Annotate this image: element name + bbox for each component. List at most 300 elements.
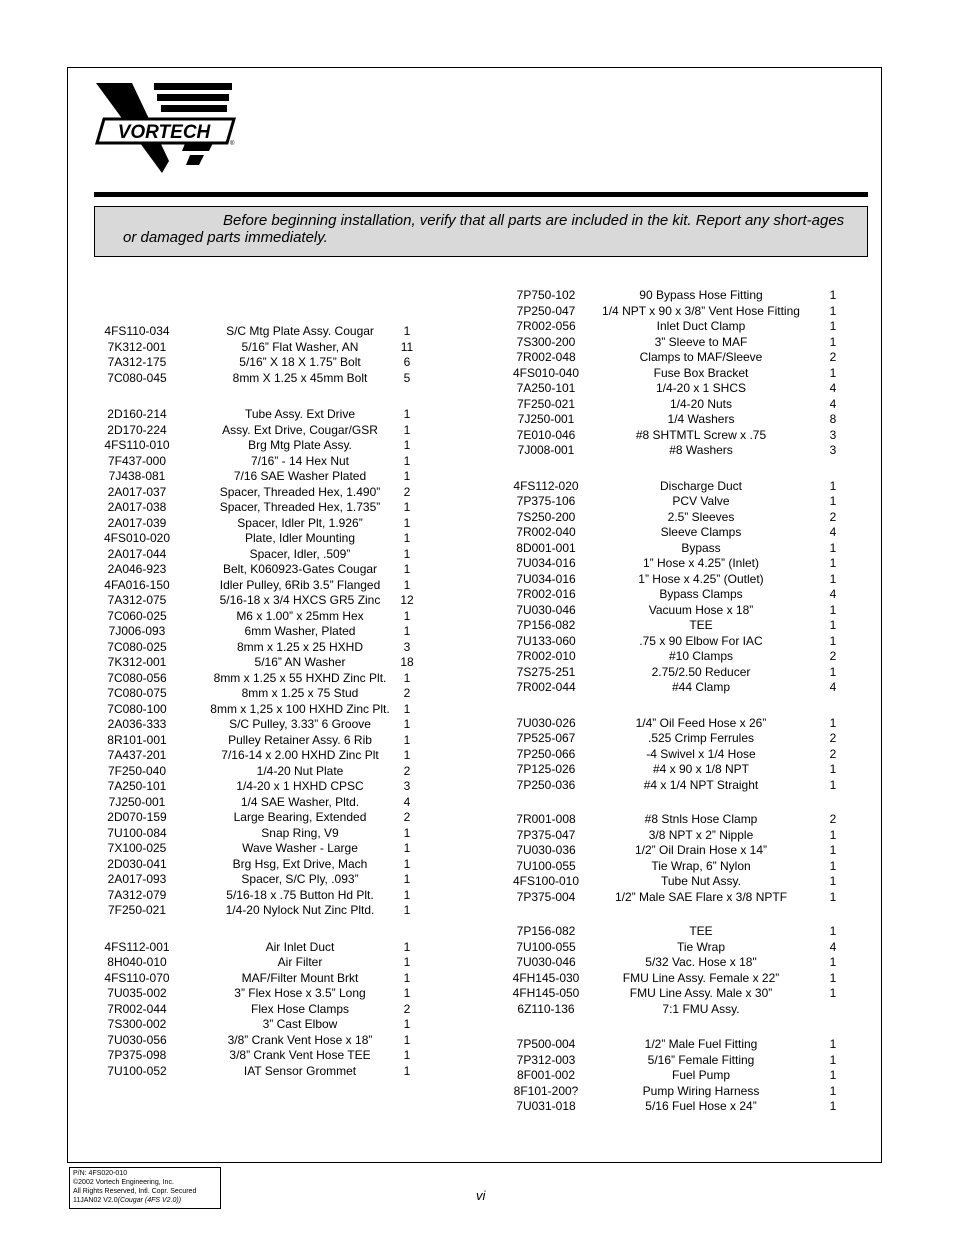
part-number: 4FS100-010 bbox=[512, 874, 580, 888]
part-quantity: 2 bbox=[829, 746, 837, 761]
right-parts-column bbox=[496, 288, 856, 1115]
parts-row bbox=[496, 397, 856, 413]
part-quantity: 1 bbox=[829, 633, 837, 648]
part-number: 8R101-001 bbox=[107, 732, 167, 747]
part-description: Spacer, Idler Plt, 1.926” bbox=[237, 515, 363, 530]
part-description: FMU Line Assy. Male x 30” bbox=[629, 986, 773, 1000]
part-description: Spacer, Threaded Hex, 1.490” bbox=[219, 484, 381, 499]
part-number: 7J250-001 bbox=[108, 794, 166, 809]
part-description: TEE bbox=[689, 618, 713, 632]
notice-text: Before beginning installation, verify that all parts are included in the kit. Report any short-ages or damaged parts immediately. bbox=[123, 212, 845, 246]
part-description: Air Filter bbox=[277, 955, 323, 969]
part-description: Idler Pulley, 6Rib 3.5” Flanged bbox=[219, 577, 381, 592]
part-description: Inlet Duct Clamp bbox=[656, 319, 746, 333]
part-number: 7U030-046 bbox=[516, 602, 576, 617]
part-quantity: 1 bbox=[403, 624, 411, 638]
part-quantity: 1 bbox=[403, 438, 411, 452]
part-description: 2.5” Sleeves bbox=[667, 509, 735, 524]
part-quantity: 6 bbox=[403, 355, 411, 369]
part-quantity: 1 bbox=[829, 571, 837, 586]
parts-row bbox=[67, 841, 447, 857]
parts-row bbox=[496, 634, 856, 650]
part-number: 7S275-251 bbox=[516, 664, 576, 679]
part-quantity: 1 bbox=[829, 955, 837, 969]
part-quantity: 1 bbox=[829, 715, 837, 730]
parts-row bbox=[496, 479, 856, 495]
part-number: 2A017-039 bbox=[107, 515, 167, 530]
part-number: 7K312-001 bbox=[107, 655, 167, 669]
part-quantity: 1 bbox=[403, 986, 411, 1000]
part-number: 7R002-016 bbox=[516, 587, 576, 601]
part-quantity: 1 bbox=[403, 1017, 411, 1031]
part-description: Brg Mtg Plate Assy. bbox=[248, 438, 352, 452]
part-description: Bypass bbox=[681, 540, 721, 555]
part-description: 1/2” Male SAE Flare x 3/8 NPTF bbox=[614, 889, 788, 904]
parts-row bbox=[496, 304, 856, 320]
part-description: 6mm Washer, Plated bbox=[244, 624, 356, 638]
part-quantity: 1 bbox=[403, 407, 411, 421]
parts-row bbox=[67, 423, 447, 439]
part-quantity: 4 bbox=[829, 939, 837, 954]
parts-group bbox=[496, 924, 856, 1017]
part-number: 8F001-002 bbox=[516, 1068, 576, 1082]
part-quantity: 2 bbox=[403, 810, 411, 824]
part-description: 3” Flex Hose x 3.5” Long bbox=[234, 986, 366, 1000]
parts-row bbox=[496, 525, 856, 541]
vortech-logo bbox=[94, 83, 244, 173]
part-number: 7U034-016 bbox=[516, 571, 576, 586]
part-number: 7U030-056 bbox=[107, 1032, 167, 1047]
part-quantity: 1 bbox=[829, 602, 837, 617]
part-description: Tie Wrap, 6” Nylon bbox=[651, 858, 751, 873]
parts-row bbox=[496, 812, 856, 828]
parts-row bbox=[496, 1037, 856, 1053]
part-description: 1/4 Washers bbox=[667, 412, 735, 426]
part-description: 2.75/2.50 Reducer bbox=[651, 664, 751, 679]
part-description: TEE bbox=[689, 924, 713, 938]
part-quantity: 1 bbox=[829, 494, 837, 508]
parts-group bbox=[67, 324, 447, 386]
part-quantity: 1 bbox=[403, 515, 411, 530]
part-description: MAF/Filter Mount Brkt bbox=[241, 970, 359, 985]
part-number: 7R002-056 bbox=[516, 319, 576, 333]
part-description: 5/16-18 x 3/4 HXCS GR5 Zinc bbox=[219, 593, 381, 607]
parts-row bbox=[496, 1053, 856, 1069]
part-description: 3/8” Crank Vent Hose x 18” bbox=[227, 1032, 373, 1047]
part-number: 7K312-001 bbox=[107, 339, 167, 354]
part-description: Brg Hsg, Ext Drive, Mach bbox=[232, 856, 368, 871]
parts-row bbox=[496, 890, 856, 906]
parts-row bbox=[496, 366, 856, 382]
part-quantity: 1 bbox=[403, 577, 411, 592]
parts-row bbox=[67, 578, 447, 594]
part-quantity: 1 bbox=[829, 970, 837, 985]
parts-row bbox=[496, 716, 856, 732]
parts-row bbox=[496, 986, 856, 1002]
part-quantity: 1 bbox=[403, 453, 411, 468]
part-number: 2D030-041 bbox=[107, 856, 167, 871]
part-quantity: 1 bbox=[403, 562, 411, 576]
part-quantity: 1 bbox=[829, 319, 837, 333]
part-description: Spacer, Idler, .509” bbox=[249, 546, 351, 561]
part-quantity: 1 bbox=[403, 500, 411, 514]
part-number: 7P525-067 bbox=[516, 731, 576, 745]
part-number: 7P156-082 bbox=[516, 618, 576, 632]
part-number: 4FS110-010 bbox=[104, 438, 170, 452]
parts-row bbox=[67, 733, 447, 749]
parts-row bbox=[67, 686, 447, 702]
part-description: 7:1 FMU Assy. bbox=[662, 1001, 740, 1016]
left-parts-column bbox=[67, 324, 447, 1079]
parts-row bbox=[496, 955, 856, 971]
part-number: 2D070-159 bbox=[107, 810, 167, 824]
part-description: 8mm x 1,25 x 100 HXHD Zinc Plt. bbox=[210, 701, 390, 716]
part-description: Vacuum Hose x 18” bbox=[648, 602, 754, 617]
part-number: 7P312-003 bbox=[516, 1052, 576, 1067]
registered-mark: ® bbox=[230, 141, 235, 147]
part-quantity: 1 bbox=[829, 365, 837, 380]
part-description: 5/16” Flat Washer, AN bbox=[241, 339, 359, 354]
footer-rights: All Rights Reserved, Intl. Copr. Secured bbox=[73, 1188, 197, 1195]
part-quantity: 1 bbox=[829, 664, 837, 679]
part-number: 4FH145-030 bbox=[512, 970, 580, 985]
part-quantity: 1 bbox=[829, 843, 837, 857]
part-quantity: 3 bbox=[403, 779, 411, 793]
parts-row bbox=[496, 762, 856, 778]
part-number: 7R002-044 bbox=[516, 680, 576, 694]
parts-row bbox=[496, 731, 856, 747]
parts-row bbox=[67, 986, 447, 1002]
part-description: Tube Assy. Ext Drive bbox=[244, 407, 356, 421]
part-number: 8H040-010 bbox=[107, 955, 167, 969]
part-quantity: 4 bbox=[829, 396, 837, 411]
part-quantity: 1 bbox=[403, 717, 411, 731]
part-number: 7U031-018 bbox=[516, 1099, 576, 1113]
parts-row bbox=[496, 859, 856, 875]
part-description: S/C Mtg Plate Assy. Cougar bbox=[226, 324, 374, 338]
part-description: Spacer, Threaded Hex, 1.735” bbox=[219, 500, 381, 514]
parts-row bbox=[496, 1002, 856, 1018]
part-description: 5/16” AN Washer bbox=[254, 655, 346, 669]
parts-row bbox=[496, 319, 856, 335]
part-number: 7R002-044 bbox=[107, 1001, 167, 1016]
parts-row bbox=[496, 680, 856, 696]
part-number: 7F250-040 bbox=[107, 763, 167, 778]
parts-row bbox=[67, 655, 447, 671]
part-quantity: 3 bbox=[829, 427, 837, 442]
parts-row bbox=[496, 747, 856, 763]
part-description: Tube Nut Assy. bbox=[660, 874, 742, 888]
parts-row bbox=[67, 671, 447, 687]
parts-row bbox=[67, 1017, 447, 1033]
part-number: 7U030-036 bbox=[516, 843, 576, 857]
part-number: 7C080-075 bbox=[107, 686, 167, 700]
part-description: Wave Washer - Large bbox=[242, 841, 358, 855]
footer-version: 11JAN02 V2.0 bbox=[73, 1197, 118, 1204]
part-quantity: 4 bbox=[403, 794, 411, 809]
parts-row bbox=[496, 649, 856, 665]
part-number: 2A046-923 bbox=[107, 562, 167, 576]
part-description: 5/16” X 18 X 1.75” Bolt bbox=[239, 355, 361, 369]
part-quantity: 4 bbox=[829, 525, 837, 539]
parts-row bbox=[496, 288, 856, 304]
part-number: 7A250-101 bbox=[516, 381, 576, 395]
parts-row bbox=[496, 665, 856, 681]
parts-row bbox=[496, 1099, 856, 1115]
part-description: #8 Stnls Hose Clamp bbox=[644, 812, 758, 826]
parts-row bbox=[67, 872, 447, 888]
part-description: 1/4-20 Nuts bbox=[669, 396, 733, 411]
part-quantity: 1 bbox=[403, 872, 411, 886]
part-quantity: 1 bbox=[403, 701, 411, 716]
part-number: 7A312-175 bbox=[107, 355, 167, 369]
part-number: 7P125-026 bbox=[516, 762, 576, 776]
parts-row bbox=[67, 764, 447, 780]
part-quantity: 1 bbox=[829, 889, 837, 904]
part-number: 7P375-047 bbox=[516, 827, 576, 842]
part-number: 7P250-036 bbox=[516, 777, 576, 792]
part-quantity: 2 bbox=[403, 1001, 411, 1016]
part-description: 90 Bypass Hose Fitting bbox=[639, 288, 763, 302]
notice-box bbox=[94, 206, 868, 257]
parts-row bbox=[496, 541, 856, 557]
part-number: 2A017-093 bbox=[107, 872, 167, 886]
part-number: 2A017-038 bbox=[107, 500, 167, 514]
part-description: Clamps to MAF/Sleeve bbox=[639, 350, 763, 364]
parts-row bbox=[496, 1084, 856, 1100]
part-description: FMU Line Assy. Female x 22” bbox=[622, 970, 780, 985]
part-quantity: 1 bbox=[403, 670, 411, 685]
part-number: 7F250-021 bbox=[107, 903, 167, 917]
part-description: Fuse Box Bracket bbox=[653, 365, 749, 380]
part-number: 7P250-047 bbox=[516, 303, 576, 318]
part-number: 4FA016-150 bbox=[104, 577, 170, 592]
parts-row bbox=[67, 810, 447, 826]
parts-row bbox=[67, 485, 447, 501]
part-number: 7R002-010 bbox=[516, 649, 576, 663]
part-quantity: 1 bbox=[403, 732, 411, 747]
parts-row bbox=[496, 494, 856, 510]
part-description: Snap Ring, V9 bbox=[261, 825, 339, 840]
part-number: 4FS112-020 bbox=[513, 478, 579, 493]
parts-row bbox=[496, 924, 856, 940]
part-number: 7J008-001 bbox=[517, 443, 575, 457]
part-description: #44 Clamp bbox=[671, 680, 731, 694]
part-description: Flex Hose Clamps bbox=[250, 1001, 350, 1016]
part-number: 7R001-008 bbox=[516, 812, 576, 826]
part-number: 7U034-016 bbox=[516, 556, 576, 570]
part-quantity: 1 bbox=[829, 1083, 837, 1098]
part-quantity: 4 bbox=[829, 587, 837, 601]
parts-row bbox=[496, 335, 856, 351]
header-rule bbox=[94, 192, 868, 197]
parts-row bbox=[67, 748, 447, 764]
part-quantity: 1 bbox=[403, 825, 411, 840]
part-description: 8mm x 1.25 x 25 HXHD bbox=[236, 639, 364, 654]
part-number: 7U030-046 bbox=[516, 955, 576, 969]
part-number: 7U035-002 bbox=[107, 986, 167, 1000]
part-number: 8D001-001 bbox=[516, 540, 576, 555]
parts-row bbox=[67, 717, 447, 733]
parts-row bbox=[67, 324, 447, 340]
part-quantity: 2 bbox=[403, 484, 411, 499]
part-number: 7S300-002 bbox=[107, 1017, 167, 1031]
part-number: 7X100-025 bbox=[107, 841, 167, 855]
parts-row bbox=[496, 572, 856, 588]
parts-row bbox=[67, 1033, 447, 1049]
part-number: 7A250-101 bbox=[107, 779, 167, 793]
part-description: Fuel Pump bbox=[671, 1068, 731, 1082]
part-quantity: 1 bbox=[403, 903, 411, 917]
part-description: 5/32 Vac. Hose x 18" bbox=[645, 955, 757, 969]
part-quantity: 1 bbox=[829, 1068, 837, 1082]
parts-row bbox=[67, 340, 447, 356]
part-quantity: 1 bbox=[829, 303, 837, 318]
part-description: 8mm x 1.25 x 75 Stud bbox=[241, 686, 359, 700]
part-description: Large Bearing, Extended bbox=[233, 810, 367, 824]
parts-group bbox=[67, 407, 447, 919]
part-number: 7J250-001 bbox=[517, 412, 575, 426]
part-number: 7R002-040 bbox=[516, 525, 576, 539]
parts-row bbox=[496, 971, 856, 987]
part-number: 7C080-100 bbox=[107, 701, 167, 716]
parts-group bbox=[496, 812, 856, 905]
part-quantity: 1 bbox=[829, 334, 837, 349]
parts-row bbox=[496, 940, 856, 956]
parts-row bbox=[67, 779, 447, 795]
part-description: 5/16-18 x .75 Button Hd Plt. bbox=[226, 887, 374, 902]
part-quantity: 1 bbox=[403, 608, 411, 623]
part-quantity: 1 bbox=[403, 939, 411, 954]
part-quantity: 1 bbox=[403, 531, 411, 545]
part-number: 8F101-200? bbox=[513, 1083, 579, 1098]
part-quantity: 4 bbox=[829, 381, 837, 395]
parts-row bbox=[496, 828, 856, 844]
part-description: 1/2” Oil Drain Hose x 14” bbox=[634, 843, 768, 857]
part-quantity: 1 bbox=[403, 1063, 411, 1078]
parts-row bbox=[496, 510, 856, 526]
part-number: 7P750-102 bbox=[516, 288, 576, 302]
part-quantity: 1 bbox=[829, 874, 837, 888]
part-description: 1/4-20 Nylock Nut Zinc Pltd. bbox=[225, 903, 375, 917]
part-quantity: 1 bbox=[403, 841, 411, 855]
parts-row bbox=[67, 624, 447, 640]
part-quantity: 2 bbox=[403, 763, 411, 778]
part-number: 7J438-081 bbox=[108, 469, 166, 483]
part-quantity: 1 bbox=[829, 288, 837, 302]
part-description: Plate, Idler Mounting bbox=[244, 531, 356, 545]
part-number: 7U100-055 bbox=[516, 939, 576, 954]
part-description: 1/4 NPT x 90 x 3/8” Vent Hose Fitting bbox=[602, 303, 800, 318]
part-quantity: 18 bbox=[400, 655, 414, 669]
parts-row bbox=[496, 443, 856, 459]
parts-row bbox=[67, 1002, 447, 1018]
parts-row bbox=[67, 609, 447, 625]
parts-group bbox=[496, 1037, 856, 1115]
footer-copyright: ©2002 Vortech Engineering, Inc. bbox=[73, 1179, 174, 1186]
part-description: 3” Sleeve to MAF bbox=[654, 334, 748, 349]
part-description: Tie Wrap bbox=[676, 939, 725, 954]
part-number: 2A036-333 bbox=[107, 717, 167, 731]
part-description: .75 x 90 Elbow For IAC bbox=[639, 633, 763, 648]
part-number: 7P156-082 bbox=[516, 924, 576, 938]
parts-row bbox=[67, 971, 447, 987]
part-quantity: 3 bbox=[829, 443, 837, 457]
parts-row bbox=[67, 516, 447, 532]
part-quantity: 1 bbox=[829, 762, 837, 776]
part-quantity: 11 bbox=[400, 339, 414, 354]
part-number: 7P500-004 bbox=[516, 1037, 576, 1051]
part-number: 7U100-052 bbox=[107, 1063, 167, 1078]
part-description: Pulley Retainer Assy. 6 Rib bbox=[228, 732, 372, 747]
parts-row bbox=[67, 531, 447, 547]
part-quantity: 1 bbox=[829, 986, 837, 1000]
parts-row bbox=[496, 587, 856, 603]
parts-row bbox=[496, 381, 856, 397]
part-description: Assy. Ext Drive, Cougar/GSR bbox=[222, 422, 378, 437]
part-number: 7P375-098 bbox=[107, 1048, 167, 1062]
part-description: IAT Sensor Grommet bbox=[243, 1063, 357, 1078]
part-quantity: 1 bbox=[403, 546, 411, 561]
part-quantity: 1 bbox=[829, 858, 837, 873]
parts-row bbox=[67, 955, 447, 971]
part-quantity: 1 bbox=[829, 556, 837, 570]
part-description: #8 Washers bbox=[669, 443, 733, 457]
parts-row bbox=[67, 562, 447, 578]
part-number: 6Z110-136 bbox=[517, 1001, 575, 1016]
parts-row bbox=[67, 469, 447, 485]
part-description: Sleeve Clamps bbox=[660, 525, 742, 539]
part-quantity: 1 bbox=[403, 887, 411, 902]
parts-row bbox=[67, 547, 447, 563]
part-quantity: 1 bbox=[829, 1052, 837, 1067]
part-number: 7F437-000 bbox=[107, 453, 167, 468]
part-quantity: 5 bbox=[403, 370, 411, 385]
part-description: 1” Hose x 4.25” (Outlet) bbox=[638, 571, 764, 586]
part-number: 7C080-045 bbox=[107, 370, 167, 385]
part-number: 7C080-025 bbox=[107, 639, 167, 654]
part-quantity: 1 bbox=[829, 618, 837, 632]
parts-row bbox=[67, 500, 447, 516]
part-quantity: 1 bbox=[829, 924, 837, 938]
part-description: 1/4 SAE Washer, Pltd. bbox=[240, 794, 360, 809]
part-description: 7/16” - 14 Hex Nut bbox=[250, 453, 350, 468]
part-description: S/C Pulley, 3.33” 6 Groove bbox=[229, 717, 371, 731]
part-description: -4 Swivel x 1/4 Hose bbox=[646, 746, 756, 761]
parts-group bbox=[496, 716, 856, 794]
part-number: 4FH145-050 bbox=[512, 986, 580, 1000]
part-number: 7F250-021 bbox=[516, 396, 576, 411]
part-quantity: 1 bbox=[403, 955, 411, 969]
part-description: Discharge Duct bbox=[659, 478, 743, 493]
parts-row bbox=[67, 371, 447, 387]
parts-row bbox=[496, 350, 856, 366]
part-description: 1/4” Oil Feed Hose x 26” bbox=[635, 715, 767, 730]
parts-row bbox=[67, 903, 447, 919]
part-description: 3” Cast Elbow bbox=[262, 1017, 338, 1031]
part-number: 7P375-106 bbox=[516, 494, 576, 508]
part-number: 7J006-093 bbox=[108, 624, 166, 638]
part-description: 8mm x 1.25 x 55 HXHD Zinc Plt. bbox=[213, 670, 387, 685]
parts-row bbox=[67, 857, 447, 873]
part-description: 3/8” Crank Vent Hose TEE bbox=[229, 1048, 371, 1062]
part-quantity: 2 bbox=[829, 812, 837, 826]
part-number: 7A437-201 bbox=[107, 748, 167, 762]
part-quantity: 1 bbox=[403, 1032, 411, 1047]
parts-row bbox=[67, 795, 447, 811]
part-number: 7C060-025 bbox=[107, 608, 167, 623]
part-number: 7S300-200 bbox=[516, 334, 576, 349]
